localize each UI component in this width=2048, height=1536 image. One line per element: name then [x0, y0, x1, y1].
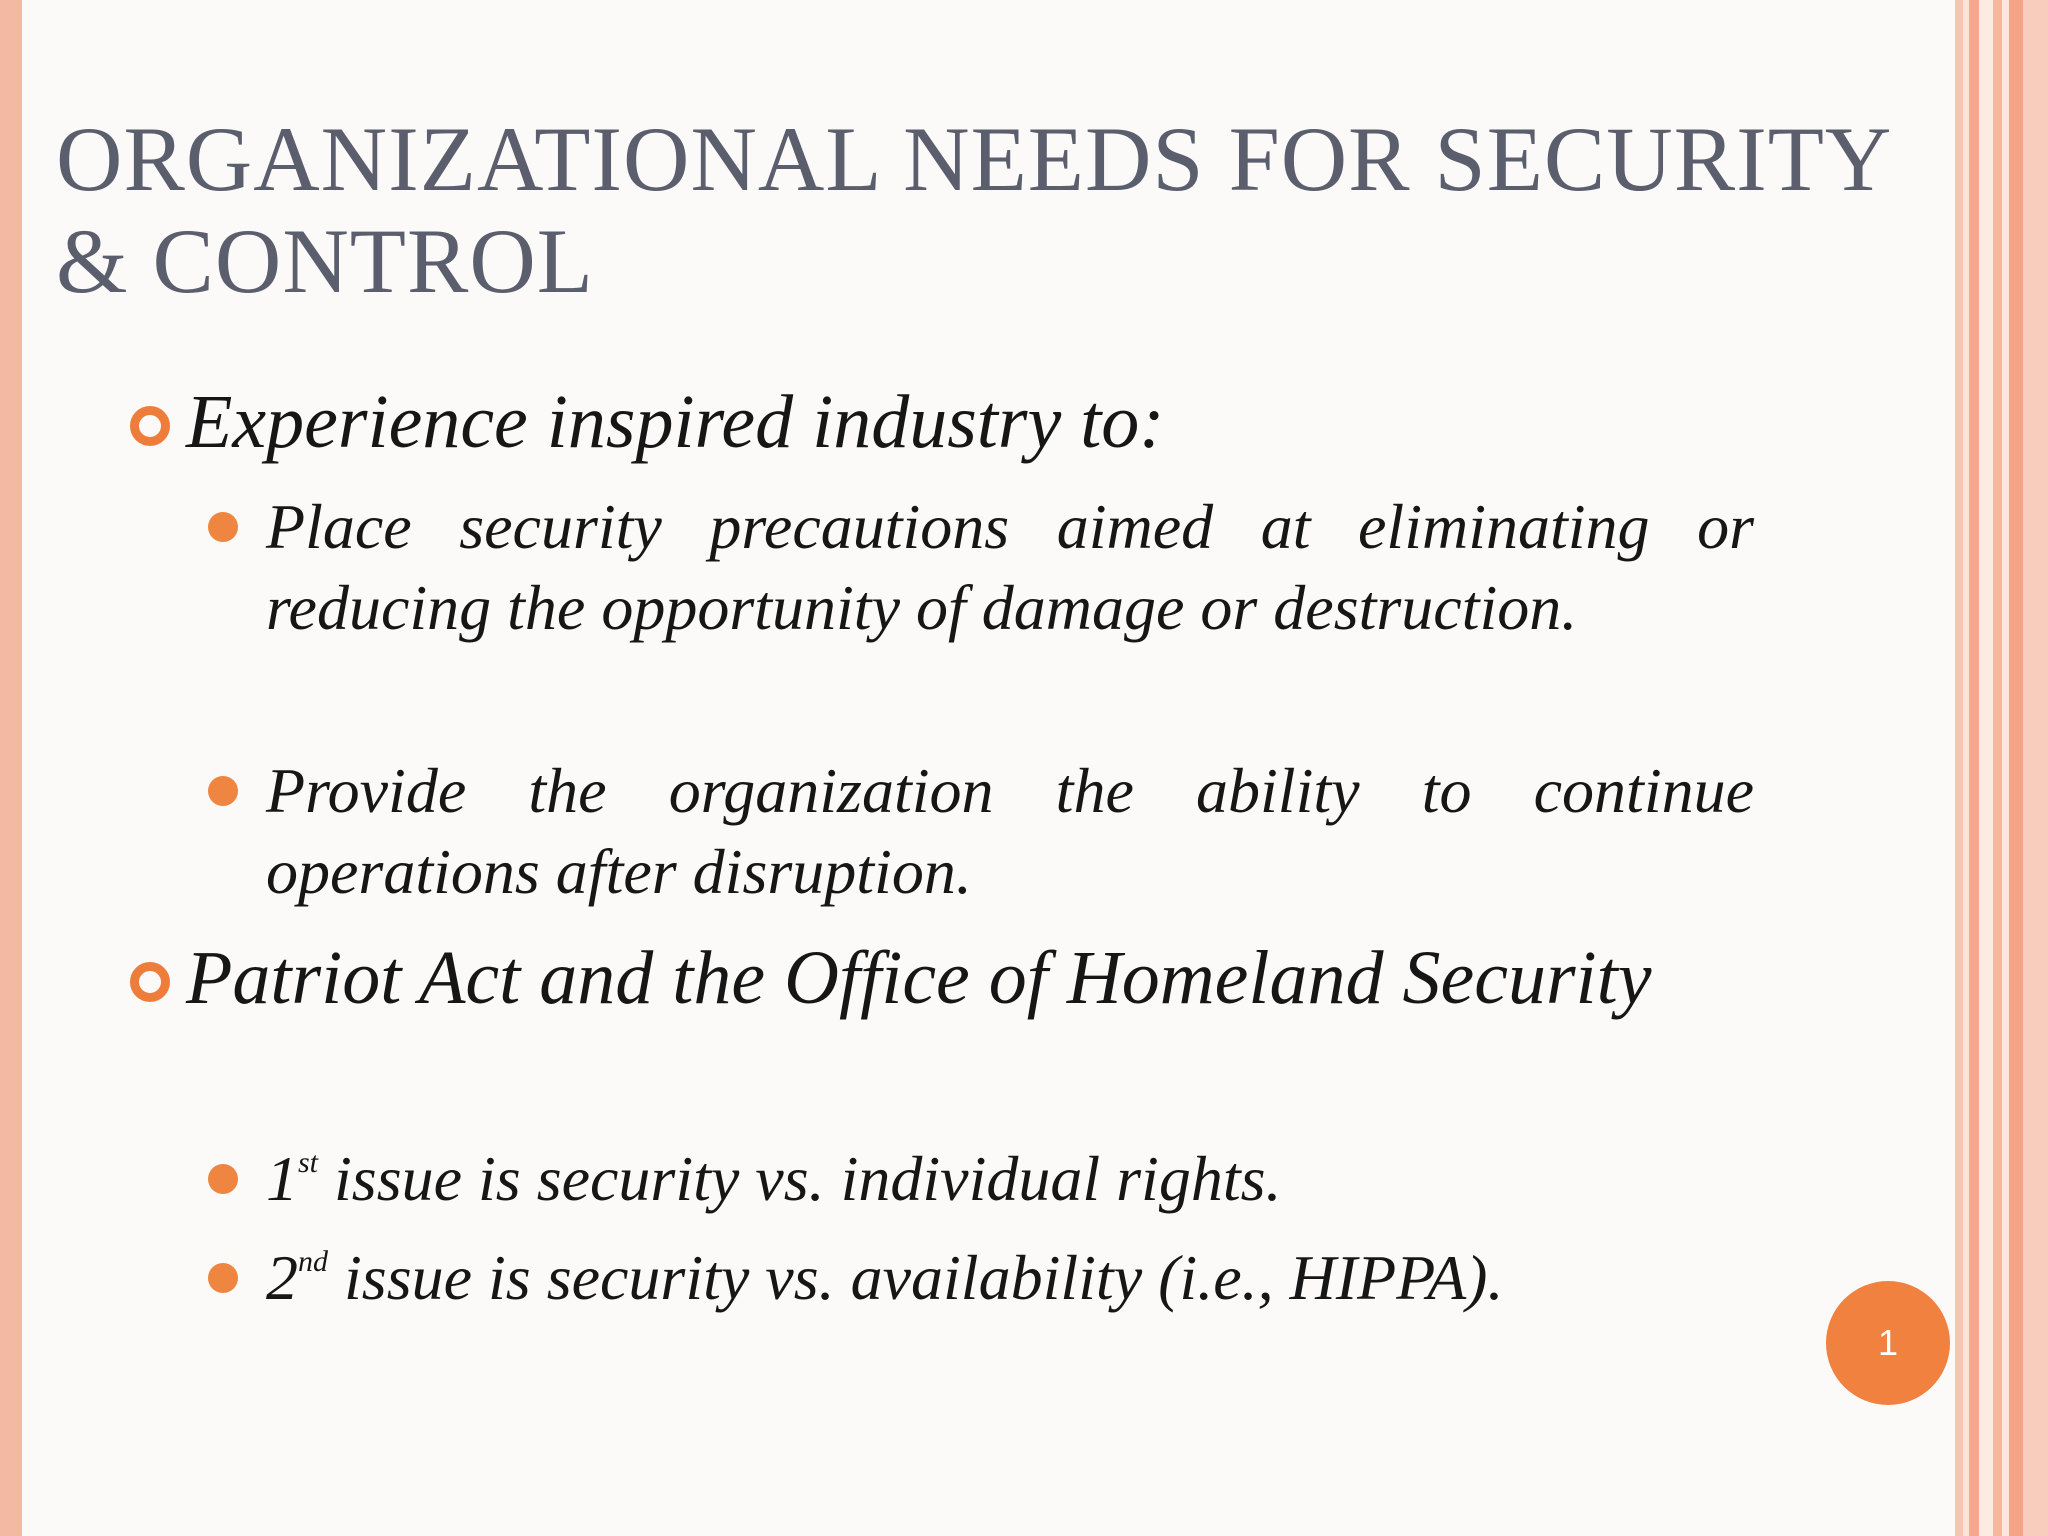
ring-bullet-icon	[130, 406, 170, 446]
page-number-badge: 1	[1826, 1281, 1950, 1405]
slide-title: ORGANIZATIONAL NEEDS FOR SECURITY & CONTROL	[56, 108, 1889, 312]
ordinal-number: 1	[266, 1143, 298, 1214]
sub-bullet-item	[266, 486, 1754, 648]
dot-bullet-icon	[208, 512, 238, 542]
sub-bullet-item	[266, 1138, 1754, 1219]
bullet-text: Patriot Act and the Office of Homeland Security	[186, 936, 1652, 1020]
ordinal-suffix: nd	[298, 1245, 328, 1278]
ordinal-number: 2	[266, 1242, 298, 1313]
ordinal-suffix: st	[298, 1146, 319, 1179]
sub-bullet-text: Place security precautions aimed at eliminating or reducing the opportunity of damage or destruction.	[266, 491, 1754, 643]
sub-bullet-item	[266, 750, 1754, 912]
dot-bullet-icon	[208, 1263, 238, 1293]
dot-bullet-icon	[208, 1164, 238, 1194]
bullet-item	[186, 374, 1754, 470]
bullet-text: Experience inspired industry to:	[186, 380, 1165, 464]
sub-bullet-text: issue is security vs. availability (i.e., HIPPA).	[328, 1242, 1504, 1313]
sub-bullet-text: issue is security vs. individual rights.	[318, 1143, 1282, 1214]
ring-bullet-icon	[130, 962, 170, 1002]
dot-bullet-icon	[208, 776, 238, 806]
sub-bullet-text: Provide the organization the ability to continue operations after disruption.	[266, 755, 1754, 907]
sub-bullet-item	[266, 1237, 1754, 1318]
bullet-item	[186, 930, 1754, 1026]
